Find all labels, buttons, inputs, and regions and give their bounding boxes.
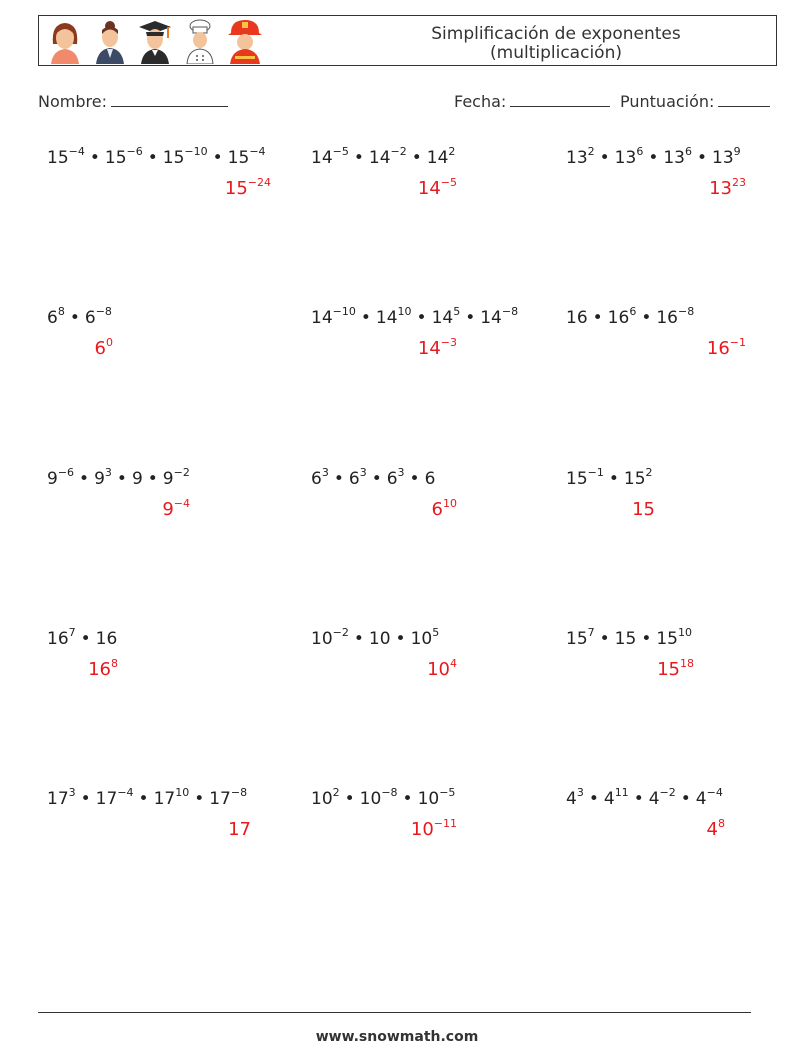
- problem-base: 10: [311, 789, 333, 809]
- answer-term: [418, 338, 457, 359]
- problem-exponent: −6: [126, 145, 143, 158]
- problem-exponent: −2: [173, 466, 190, 479]
- firefighter-avatar-icon: [227, 18, 264, 64]
- multiply-dot: •: [79, 469, 90, 489]
- multiply-dot: •: [633, 789, 644, 809]
- multiply-dot: •: [89, 148, 100, 168]
- problem-term: [132, 469, 143, 489]
- answer: [418, 178, 457, 199]
- problem-base: 6: [386, 469, 398, 489]
- answer: [411, 819, 457, 840]
- problem-base: 6: [47, 308, 58, 328]
- problem-term: [615, 629, 637, 649]
- answer-term: [707, 819, 725, 840]
- problem-term: [84, 305, 112, 328]
- answer: [707, 819, 725, 840]
- multiply-dot: •: [80, 789, 91, 809]
- problem-term: [311, 626, 349, 649]
- problem-term: [386, 466, 405, 489]
- answer-term: [228, 819, 251, 840]
- answer-term: [427, 659, 457, 680]
- answer-base: 16: [88, 659, 111, 680]
- answer-base: 4: [706, 819, 718, 840]
- answer-exponent: −3: [440, 336, 457, 349]
- problem-base: 9: [162, 469, 174, 489]
- date-field[interactable]: [454, 92, 610, 111]
- problem-term: [410, 626, 440, 649]
- problem-base: 13: [614, 148, 637, 168]
- answer-base: 15: [632, 499, 655, 520]
- multiply-dot: •: [680, 789, 691, 809]
- problem-expression: [47, 305, 112, 328]
- problem-base: 4: [603, 789, 615, 809]
- multiply-dot: •: [696, 148, 708, 168]
- answer-base: 16: [706, 338, 730, 359]
- problem-exponent: −10: [184, 145, 208, 158]
- problem-base: 15: [566, 629, 588, 649]
- answer-exponent: −5: [440, 176, 457, 189]
- problem-term: [663, 145, 692, 168]
- problem-exponent: 10: [175, 786, 190, 799]
- problem-base: 6: [311, 469, 322, 489]
- answer-exponent: −24: [247, 176, 271, 189]
- problem-base: 15: [614, 629, 637, 649]
- date-label: Fecha:: [454, 92, 507, 111]
- problem-expression: [311, 626, 440, 649]
- answer-exponent: 0: [106, 336, 113, 349]
- problem-term: [311, 145, 349, 168]
- problem-exponent: −8: [381, 786, 398, 799]
- problem-base: 4: [566, 789, 577, 809]
- problem-exponent: −8: [677, 305, 695, 318]
- problem-exponent: 7: [68, 626, 76, 639]
- worksheet-title: [406, 25, 706, 63]
- problem-expression: [311, 305, 519, 328]
- problem-expression: [566, 626, 692, 649]
- answer: [418, 338, 457, 359]
- answer-base: 15: [657, 659, 680, 680]
- problem-exponent: −8: [501, 305, 519, 318]
- footer-divider: [38, 1012, 751, 1013]
- problem-exponent: 5: [432, 626, 440, 639]
- problem-base: 9: [47, 469, 58, 489]
- problem-exponent: 3: [104, 466, 112, 479]
- problem-term: [426, 145, 456, 168]
- problem-exponent: −8: [230, 786, 248, 799]
- problem-exponent: −10: [332, 305, 356, 318]
- multiply-dot: •: [641, 308, 652, 328]
- multiply-dot: •: [80, 629, 91, 649]
- answer-term: [411, 819, 457, 840]
- problem-base: 16: [607, 308, 630, 328]
- problem-exponent: −4: [117, 786, 134, 799]
- answer: [707, 338, 746, 359]
- problem-expression: [566, 466, 653, 489]
- answer-term: [95, 338, 113, 359]
- answer: [432, 499, 457, 520]
- answer: [95, 338, 113, 359]
- answer-term: [162, 499, 190, 520]
- problem-base: 14: [426, 148, 449, 168]
- problem-exponent: 5: [453, 305, 461, 318]
- problem-term: [695, 786, 723, 809]
- problem-expression: [311, 145, 456, 168]
- answer-term: [88, 659, 118, 680]
- problem-term: [566, 626, 595, 649]
- answer: [228, 819, 251, 840]
- problem-base: 9: [94, 469, 105, 489]
- problem-term: [162, 145, 208, 168]
- problem-expression: [311, 466, 436, 489]
- problem-base: 16: [656, 308, 678, 328]
- answer-term: [418, 178, 457, 199]
- answer: [225, 178, 271, 199]
- multiply-dot: •: [194, 789, 205, 809]
- problem-term: [417, 786, 456, 809]
- problem-exponent: −8: [95, 305, 112, 318]
- problem-base: 16: [47, 629, 69, 649]
- problem-term: [566, 466, 604, 489]
- answer-base: 9: [162, 499, 174, 520]
- problem-exponent: 2: [645, 466, 653, 479]
- problem-base: 4: [695, 789, 707, 809]
- problem-expression: [47, 145, 266, 168]
- multiply-dot: •: [333, 469, 344, 489]
- multiply-dot: •: [116, 469, 127, 489]
- problem-base: 10: [368, 629, 391, 649]
- problem-expression: [566, 145, 741, 168]
- score-label: Puntuación:: [620, 92, 715, 111]
- footer-url: www.snowmath.com: [315, 1029, 479, 1045]
- worksheet-header: [38, 15, 777, 66]
- problem-term: [425, 469, 436, 489]
- problem-term: [603, 786, 629, 809]
- answer: [162, 499, 190, 520]
- answer-exponent: 10: [443, 497, 457, 510]
- multiply-dot: •: [465, 308, 476, 328]
- multiply-dot: •: [147, 469, 158, 489]
- multiply-dot: •: [592, 308, 603, 328]
- problem-expression: [47, 466, 190, 489]
- multiply-dot: •: [360, 308, 371, 328]
- answer-exponent: −11: [433, 817, 457, 830]
- problem-term: [566, 308, 588, 328]
- answer-term: [707, 338, 746, 359]
- answer: [657, 659, 694, 680]
- problem-term: [311, 786, 340, 809]
- problem-term: [96, 629, 118, 649]
- answer: [709, 178, 746, 199]
- answer-term: [225, 178, 271, 199]
- problem-base: 10: [417, 789, 440, 809]
- problem-exponent: 2: [448, 145, 456, 158]
- answer-base: 10: [427, 659, 450, 680]
- multiply-dot: •: [588, 789, 599, 809]
- answer-term: [709, 178, 746, 199]
- multiply-dot: •: [402, 789, 413, 809]
- answer-exponent: −4: [173, 497, 190, 510]
- graduate-avatar-icon: [137, 18, 174, 64]
- answer: [632, 499, 655, 520]
- problem-base: 15: [623, 469, 646, 489]
- problem-term: [648, 786, 676, 809]
- problem-exponent: −2: [659, 786, 676, 799]
- answer-exponent: 23: [732, 176, 746, 189]
- problem-base: 10: [311, 629, 333, 649]
- businesswoman-avatar-icon: [92, 18, 129, 64]
- problem-base: 4: [648, 789, 660, 809]
- problem-base: 17: [153, 789, 176, 809]
- problem-term: [348, 466, 367, 489]
- problem-term: [607, 305, 637, 328]
- problem-term: [104, 145, 143, 168]
- multiply-dot: •: [395, 629, 406, 649]
- problem-exponent: 3: [321, 466, 329, 479]
- problem-term: [311, 466, 329, 489]
- answer-base: 6: [431, 499, 443, 520]
- problem-exponent: −4: [68, 145, 85, 158]
- problem-term: [368, 145, 407, 168]
- problem-base: 17: [209, 789, 231, 809]
- problem-base: 15: [47, 148, 69, 168]
- problem-term: [359, 786, 398, 809]
- problem-exponent: 2: [332, 786, 340, 799]
- problem-base: 17: [47, 789, 69, 809]
- multiply-dot: •: [353, 148, 364, 168]
- woman-avatar-icon: [47, 18, 84, 64]
- problem-expression: [311, 786, 456, 809]
- answer-term: [432, 499, 457, 520]
- problem-base: 14: [431, 308, 454, 328]
- problem-term: [614, 145, 644, 168]
- problem-exponent: 6: [636, 145, 644, 158]
- problem-base: 16: [95, 629, 118, 649]
- problem-base: 6: [348, 469, 360, 489]
- multiply-dot: •: [416, 308, 427, 328]
- problem-exponent: −4: [249, 145, 266, 158]
- problem-term: [47, 145, 85, 168]
- problem-exponent: 3: [397, 466, 405, 479]
- problem-exponent: −4: [706, 786, 723, 799]
- title-line-2: (multiplicación): [490, 43, 622, 63]
- problem-exponent: 6: [629, 305, 637, 318]
- problem-term: [47, 626, 76, 649]
- date-blank[interactable]: [510, 92, 610, 107]
- problem-exponent: 8: [57, 305, 65, 318]
- problem-base: 15: [227, 148, 250, 168]
- problem-term: [566, 786, 584, 809]
- problem-expression: [47, 786, 248, 809]
- problem-exponent: 3: [359, 466, 367, 479]
- problem-term: [623, 466, 653, 489]
- problem-term: [712, 145, 741, 168]
- answer-base: 15: [224, 178, 248, 199]
- problem-exponent: −1: [587, 466, 604, 479]
- problem-base: 15: [566, 469, 588, 489]
- problem-term: [566, 145, 595, 168]
- answer-term: [632, 499, 655, 520]
- problem-base: 15: [656, 629, 678, 649]
- answer-exponent: 18: [680, 657, 694, 670]
- multiply-dot: •: [641, 629, 652, 649]
- problem-exponent: 10: [397, 305, 412, 318]
- problem-base: 14: [368, 148, 391, 168]
- answer-term: [657, 659, 694, 680]
- problem-exponent: 10: [677, 626, 692, 639]
- multiply-dot: •: [371, 469, 382, 489]
- score-blank[interactable]: [718, 92, 770, 107]
- problem-base: 13: [712, 148, 734, 168]
- problem-term: [656, 626, 692, 649]
- problem-exponent: 2: [587, 145, 595, 158]
- problem-base: 9: [131, 469, 143, 489]
- answer-base: 6: [94, 338, 106, 359]
- problem-exponent: 6: [684, 145, 692, 158]
- answer-exponent: 4: [450, 657, 457, 670]
- problem-base: 10: [359, 789, 382, 809]
- problem-term: [153, 786, 190, 809]
- problem-expression: [566, 786, 723, 809]
- problem-exponent: −5: [332, 145, 349, 158]
- problem-base: 14: [375, 308, 398, 328]
- problem-term: [94, 466, 112, 489]
- answer: [427, 659, 457, 680]
- avatar-row: [47, 18, 264, 64]
- problem-term: [209, 786, 248, 809]
- problem-base: 13: [566, 148, 588, 168]
- answer-base: 13: [709, 178, 732, 199]
- problem-base: 13: [663, 148, 685, 168]
- problem-term: [480, 305, 519, 328]
- problem-base: 15: [104, 148, 127, 168]
- multiply-dot: •: [147, 148, 158, 168]
- multiply-dot: •: [344, 789, 355, 809]
- multiply-dot: •: [608, 469, 619, 489]
- problem-exponent: −2: [332, 626, 349, 639]
- problem-base: 6: [84, 308, 96, 328]
- answer-exponent: −1: [729, 336, 746, 349]
- answer: [88, 659, 118, 680]
- title-line-1: Simplificación de exponentes: [431, 24, 681, 44]
- multiply-dot: •: [648, 148, 659, 168]
- problem-term: [95, 786, 134, 809]
- multiply-dot: •: [138, 789, 149, 809]
- problem-exponent: −2: [390, 145, 407, 158]
- problem-exponent: −6: [57, 466, 75, 479]
- problem-term: [656, 305, 695, 328]
- problem-base: 6: [424, 469, 436, 489]
- problem-exponent: 11: [614, 786, 629, 799]
- problem-term: [311, 305, 356, 328]
- problem-base: 14: [311, 308, 333, 328]
- score-field[interactable]: [620, 92, 770, 111]
- problem-exponent: 7: [587, 626, 595, 639]
- problem-base: 14: [311, 148, 333, 168]
- multiply-dot: •: [411, 148, 422, 168]
- problem-term: [47, 786, 76, 809]
- problem-term: [227, 145, 266, 168]
- problem-exponent: 3: [576, 786, 584, 799]
- chef-avatar-icon: [182, 18, 219, 64]
- answer-exponent: 8: [718, 817, 725, 830]
- answer-base: 10: [410, 819, 434, 840]
- problem-base: 10: [410, 629, 433, 649]
- problem-term: [431, 305, 461, 328]
- problem-base: 16: [566, 308, 588, 328]
- problem-base: 14: [480, 308, 502, 328]
- name-blank[interactable]: [111, 92, 228, 107]
- answer-base: 17: [228, 819, 251, 840]
- problem-term: [375, 305, 412, 328]
- multiply-dot: •: [599, 148, 610, 168]
- problem-expression: [47, 626, 118, 649]
- multiply-dot: •: [69, 308, 80, 328]
- name-label: Nombre:: [38, 92, 107, 111]
- answer-base: 14: [417, 178, 441, 199]
- problem-base: 17: [95, 789, 118, 809]
- problem-base: 15: [162, 148, 185, 168]
- problem-term: [369, 629, 391, 649]
- problem-exponent: 9: [733, 145, 741, 158]
- problem-term: [47, 305, 65, 328]
- problem-term: [47, 466, 75, 489]
- multiply-dot: •: [353, 629, 364, 649]
- name-field[interactable]: [38, 92, 228, 111]
- problem-exponent: 3: [68, 786, 76, 799]
- multiply-dot: •: [599, 629, 610, 649]
- problem-exponent: −5: [439, 786, 456, 799]
- problem-term: [162, 466, 190, 489]
- multiply-dot: •: [409, 469, 420, 489]
- multiply-dot: •: [212, 148, 223, 168]
- answer-base: 14: [417, 338, 441, 359]
- problem-expression: [566, 305, 695, 328]
- answer-exponent: 8: [111, 657, 118, 670]
